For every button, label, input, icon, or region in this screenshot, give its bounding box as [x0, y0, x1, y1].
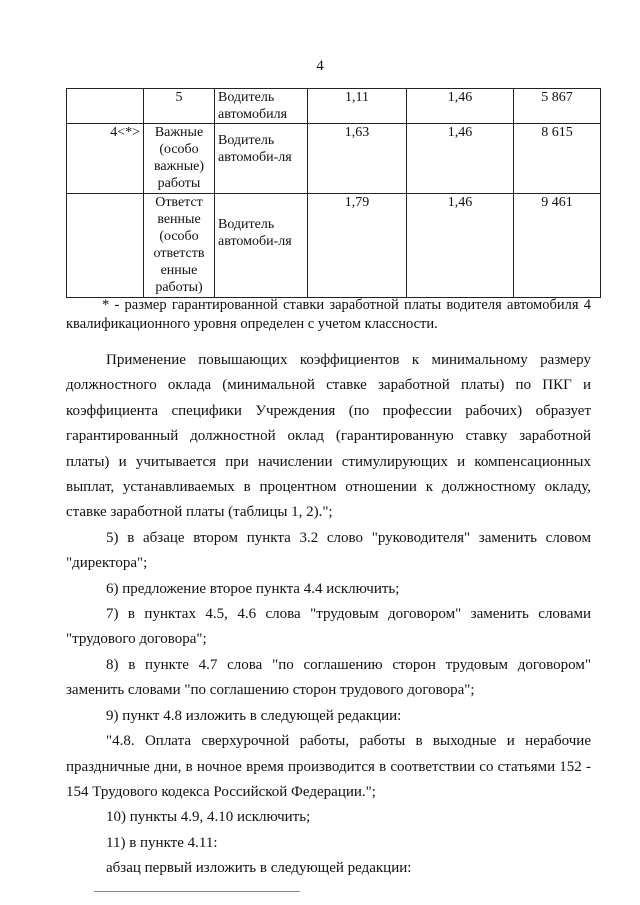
- table-cell-profession: Водитель автомоби-ля: [215, 124, 308, 194]
- page-number: 4: [316, 58, 324, 74]
- table-cell-specific-coefficient: 1,46: [407, 124, 514, 194]
- table-row: [67, 89, 601, 124]
- table-row: [67, 194, 601, 298]
- table-cell-group: [67, 194, 144, 298]
- table-cell-salary: 5 867: [514, 89, 601, 124]
- paragraph: "4.8. Оплата сверхурочной работы, работы в выходные и нерабочие праздничные дни, в ночное время производится в соответствии со статьями 152 - 154 Трудового кодекса Российской Федерации.";: [66, 733, 591, 800]
- paragraph: 11) в пункте 4.11:: [106, 834, 218, 851]
- table-cell-coefficient: 1,11: [308, 89, 407, 124]
- document-body: [66, 348, 591, 882]
- table-cell-group: 4<*>: [67, 124, 144, 194]
- paragraph: 8) в пункте 4.7 слова "по соглашению сторон трудовым договором" заменить словами "по соглашению сторон трудового договора";: [66, 656, 591, 699]
- table-cell-profession: Водитель автомоби-ля: [215, 194, 308, 298]
- table-cell-profession: Водитель автомобиля: [215, 89, 308, 124]
- footnote-marker: *: [102, 297, 110, 313]
- table-cell-level: Ответст венные (особо ответств енные работы): [144, 194, 215, 298]
- paragraph: Применение повышающих коэффициентов к минимальному размеру должностного оклада (минимальной ставке заработной платы) по ПКГ и коэффициента специфики Учреждения (по профессии рабочих) образует гарантированный должностной оклад (гарантированную ставку заработной платы) и учитывается при начислении стимулирующих и компенсационных выплат, устанавливаемых в процентном отношении к должностному окладу, ставке заработной платы (таблицы 1, 2).";: [66, 352, 591, 521]
- salary-table: [66, 88, 601, 298]
- footer-rule: [94, 891, 300, 892]
- table-footnote: [66, 296, 591, 334]
- table-cell-level: 5: [144, 89, 215, 124]
- table-cell-coefficient: 1,63: [308, 124, 407, 194]
- paragraph: 5) в абзаце втором пункта 3.2 слово "руководителя" заменить словом "директора";: [66, 529, 591, 572]
- table-cell-salary: 9 461: [514, 194, 601, 298]
- table-cell-salary: 8 615: [514, 124, 601, 194]
- table-cell-specific-coefficient: 1,46: [407, 194, 514, 298]
- paragraph: 7) в пунктах 4.5, 4.6 слова "трудовым договором" заменить словами "трудового договора";: [66, 606, 591, 648]
- footnote-text: - размер гарантированной ставки заработной платы водителя автомобиля 4 квалификационного уровня определен с учетом классности.: [66, 297, 591, 332]
- table-cell-level: Важные (особо важные) работы: [144, 124, 215, 194]
- table-row: [67, 124, 601, 194]
- table-cell-coefficient: 1,79: [308, 194, 407, 298]
- paragraph: 9) пункт 4.8 изложить в следующей редакции:: [106, 707, 402, 724]
- table-cell-group: [67, 89, 144, 124]
- paragraph: абзац первый изложить в следующей редакции:: [106, 860, 412, 877]
- paragraph: 6) предложение второе пункта 4.4 исключить;: [106, 580, 400, 597]
- paragraph: 10) пункты 4.9, 4.10 исключить;: [106, 809, 311, 826]
- table-cell-specific-coefficient: 1,46: [407, 89, 514, 124]
